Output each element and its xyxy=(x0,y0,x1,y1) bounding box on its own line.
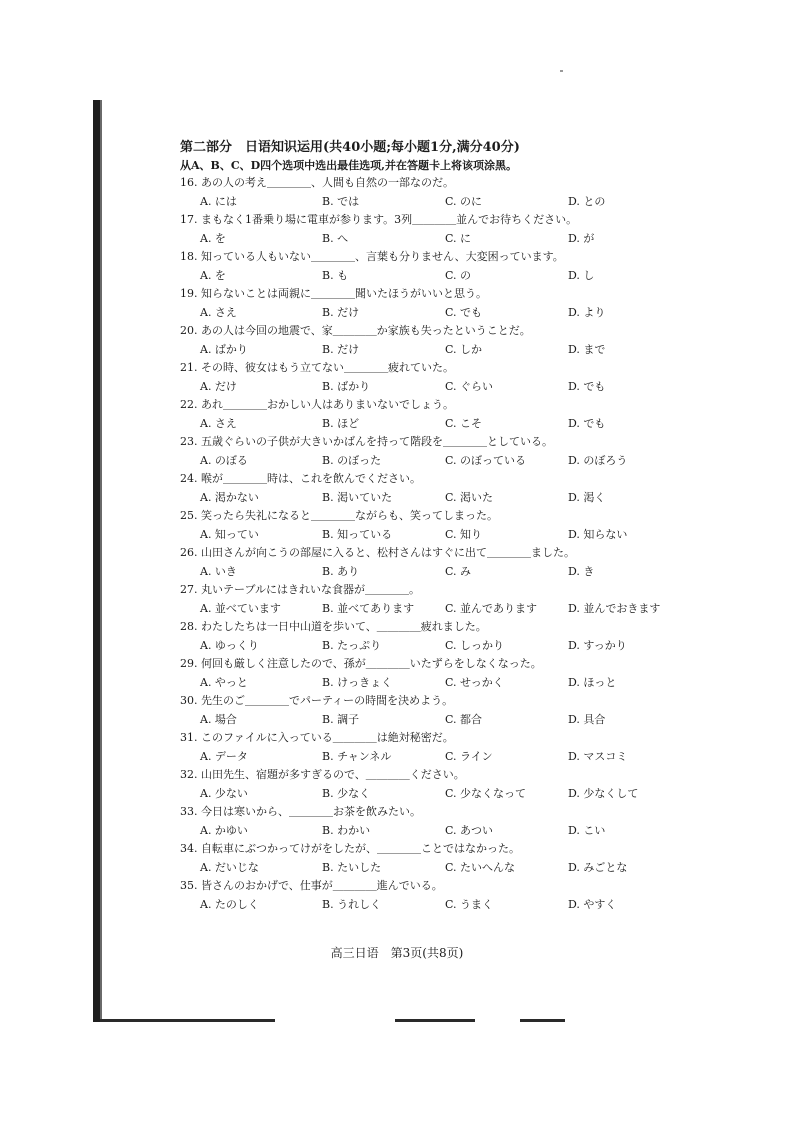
question-text: 22. あれ＿＿＿＿おかしい人はありまいないでしょう。 xyxy=(180,398,454,411)
page-footer: 高三日语 第3页(共8页) xyxy=(330,946,464,960)
option-c: C. たいへんな xyxy=(445,860,516,874)
option-a: A. 知ってい xyxy=(200,527,259,541)
option-b: B. 知っている xyxy=(322,527,393,541)
question-text: 21. その時、彼女はもう立てない＿＿＿＿疲れていた。 xyxy=(180,361,454,374)
option-d: D. き xyxy=(568,564,595,578)
answer-options xyxy=(180,267,700,286)
option-a: A. を xyxy=(200,268,226,282)
option-b: B. ほど xyxy=(322,416,360,430)
option-d: D. みごとな xyxy=(568,860,628,874)
option-d: D. 並んでおきます xyxy=(568,601,661,615)
option-d: D. まで xyxy=(568,342,606,356)
scan-edge-bar xyxy=(93,100,100,1022)
option-b: B. 並べてあります xyxy=(322,601,415,615)
question-text: 32. 山田先生、宿題が多すぎるので、＿＿＿＿ください。 xyxy=(180,768,465,781)
option-d: D. のぼろう xyxy=(568,453,628,467)
exam-content xyxy=(180,139,700,914)
option-c: C. でも xyxy=(445,305,483,319)
option-b: B. わかい xyxy=(322,823,371,837)
option-a: A. 場合 xyxy=(200,712,237,726)
option-d: D. マスコミ xyxy=(568,749,628,763)
option-a: A. かゆい xyxy=(200,823,248,837)
option-c: C. 知り xyxy=(445,527,483,541)
option-b: B. だけ xyxy=(322,305,360,319)
question-text: 35. 皆さんのおかげで、仕事が＿＿＿＿進んでいる。 xyxy=(180,879,443,892)
option-a: A. 渇かない xyxy=(200,490,259,504)
answer-options xyxy=(180,489,700,508)
option-a: A. を xyxy=(200,231,226,245)
option-c: C. ぐらい xyxy=(445,379,494,393)
question-text: 27. 丸いテーブルにはきれいな食器が＿＿＿＿。 xyxy=(180,583,420,596)
option-d: D. が xyxy=(568,231,595,245)
option-b: B. チャンネル xyxy=(322,749,392,763)
option-a: A. さえ xyxy=(200,416,237,430)
answer-options xyxy=(180,452,700,471)
answer-options xyxy=(180,785,700,804)
question-text: 16. あの人の考え＿＿＿＿、人間も自然の一部なのだ。 xyxy=(180,176,454,189)
question-text: 34. 自転車にぶつかってけがをしたが、＿＿＿＿ことではなかった。 xyxy=(180,842,520,855)
answer-options xyxy=(180,600,700,619)
question-text: 30. 先生のご＿＿＿＿でパーティーの時間を決めよう。 xyxy=(180,694,454,707)
option-c: C. み xyxy=(445,564,472,578)
option-c: C. あつい xyxy=(445,823,494,837)
option-a: A. いき xyxy=(200,564,237,578)
question-text: 17. まもなく1番乗り場に電車が参ります。3列＿＿＿＿並んでお待ちください。 xyxy=(180,213,578,226)
option-a: A. たのしく xyxy=(200,897,259,911)
question-text: 19. 知らないことは両親に＿＿＿＿聞いたほうがいいと思う。 xyxy=(180,287,487,300)
answer-options xyxy=(180,748,700,767)
answer-options xyxy=(180,230,700,249)
option-d: D. 少なくして xyxy=(568,786,639,800)
answer-options xyxy=(180,637,700,656)
option-a: A. データ xyxy=(200,749,248,763)
answer-options xyxy=(180,415,700,434)
option-c: C. 並んであります xyxy=(445,601,538,615)
option-c: C. ライン xyxy=(445,749,493,763)
answer-options xyxy=(180,526,700,545)
scan-stroke xyxy=(520,1019,565,1022)
scan-bottom-edge xyxy=(0,1019,794,1023)
option-b: B. あり xyxy=(322,564,360,578)
option-a: A. さえ xyxy=(200,305,237,319)
answer-options xyxy=(180,859,700,878)
answer-options xyxy=(180,563,700,582)
option-b: B. のぼった xyxy=(322,453,382,467)
question-text: 33. 今日は寒いから、＿＿＿＿お茶を飲みたい。 xyxy=(180,805,421,818)
option-d: D. し xyxy=(568,268,595,282)
option-c: C. 少なくなって xyxy=(445,786,527,800)
question-text: 20. あの人は今回の地震で、家＿＿＿＿か家族も失ったということだ。 xyxy=(180,324,531,337)
option-c: C. 渇いた xyxy=(445,490,494,504)
answer-options xyxy=(180,674,700,693)
question-text: 25. 笑ったら失礼になると＿＿＿＿ながらも、笑ってしまった。 xyxy=(180,509,498,522)
option-d: D. やすく xyxy=(568,897,617,911)
option-c: C. しっかり xyxy=(445,638,505,652)
question-text: 28. わたしたちは一日中山道を歩いて、＿＿＿＿疲れました。 xyxy=(180,620,487,633)
option-c: C. うまく xyxy=(445,897,494,911)
option-b: B. たっぷり xyxy=(322,638,382,652)
option-c: C. のに xyxy=(445,194,483,208)
scan-speck xyxy=(560,70,563,72)
question-text: 31. このファイルに入っている＿＿＿＿は絶対秘密だ。 xyxy=(180,731,454,744)
answer-options xyxy=(180,193,700,212)
option-d: D. 渇く xyxy=(568,490,606,504)
option-b: B. 渇いていた xyxy=(322,490,393,504)
option-d: D. でも xyxy=(568,416,606,430)
option-a: A. だいじな xyxy=(200,860,259,874)
option-a: A. だけ xyxy=(200,379,237,393)
question-text: 29. 何回も厳しく注意したので、孫が＿＿＿＿いたずらをしなくなった。 xyxy=(180,657,542,670)
option-c: C. に xyxy=(445,231,472,245)
option-d: D. こい xyxy=(568,823,606,837)
scan-stroke xyxy=(395,1019,475,1022)
option-a: A. 並べています xyxy=(200,601,281,615)
scan-edge-shadow xyxy=(100,100,102,1022)
option-c: C. の xyxy=(445,268,472,282)
option-c: C. 都合 xyxy=(445,712,483,726)
option-a: A. には xyxy=(200,194,237,208)
option-a: A. ばかり xyxy=(200,342,248,356)
scan-stroke xyxy=(100,1019,275,1022)
option-d: D. すっかり xyxy=(568,638,627,652)
section-instruction: 从A、B、C、D四个选项中选出最佳选项,并在答题卡上将该项涂黑。 xyxy=(180,159,517,172)
option-b: B. 調子 xyxy=(322,712,360,726)
option-d: D. 具合 xyxy=(568,712,606,726)
answer-options xyxy=(180,378,700,397)
answer-options xyxy=(180,711,700,730)
option-b: B. も xyxy=(322,268,349,282)
option-a: A. のぼる xyxy=(200,453,248,467)
option-b: B. 少なく xyxy=(322,786,371,800)
question-list xyxy=(180,174,700,914)
option-d: D. より xyxy=(568,305,606,319)
option-d: D. 知らない xyxy=(568,527,628,541)
option-d: D. との xyxy=(568,194,606,208)
option-a: A. ゆっくり xyxy=(200,638,259,652)
answer-options xyxy=(180,896,700,915)
option-c: C. こそ xyxy=(445,416,483,430)
question-text: 26. 山田さんが向こうの部屋に入ると、松村さんはすぐに出て＿＿＿＿ました。 xyxy=(180,546,575,559)
option-b: B. うれしく xyxy=(322,897,382,911)
option-b: B. けっきょく xyxy=(322,675,393,689)
option-b: B. へ xyxy=(322,231,349,245)
option-d: D. ほっと xyxy=(568,675,617,689)
option-c: C. しか xyxy=(445,342,483,356)
question-text: 18. 知っている人もいない＿＿＿＿、言葉も分りません、大変困っています。 xyxy=(180,250,564,263)
option-b: B. だけ xyxy=(322,342,360,356)
option-d: D. でも xyxy=(568,379,606,393)
section-title: 第二部分 日语知识运用(共40小题;每小题1分,满分40分) xyxy=(180,140,520,155)
option-b: B. では xyxy=(322,194,360,208)
option-a: A. 少ない xyxy=(200,786,248,800)
option-c: C. せっかく xyxy=(445,675,504,689)
question-text: 23. 五歳ぐらいの子供が大きいかばんを持って階段を＿＿＿＿としている。 xyxy=(180,435,553,448)
answer-options xyxy=(180,341,700,360)
answer-options xyxy=(180,822,700,841)
option-c: C. のぼっている xyxy=(445,453,527,467)
answer-options xyxy=(180,304,700,323)
option-a: A. やっと xyxy=(200,675,248,689)
option-b: B. たいした xyxy=(322,860,382,874)
option-b: B. ばかり xyxy=(322,379,371,393)
question-text: 24. 喉が＿＿＿＿時は、これを飲んでください。 xyxy=(180,472,421,485)
